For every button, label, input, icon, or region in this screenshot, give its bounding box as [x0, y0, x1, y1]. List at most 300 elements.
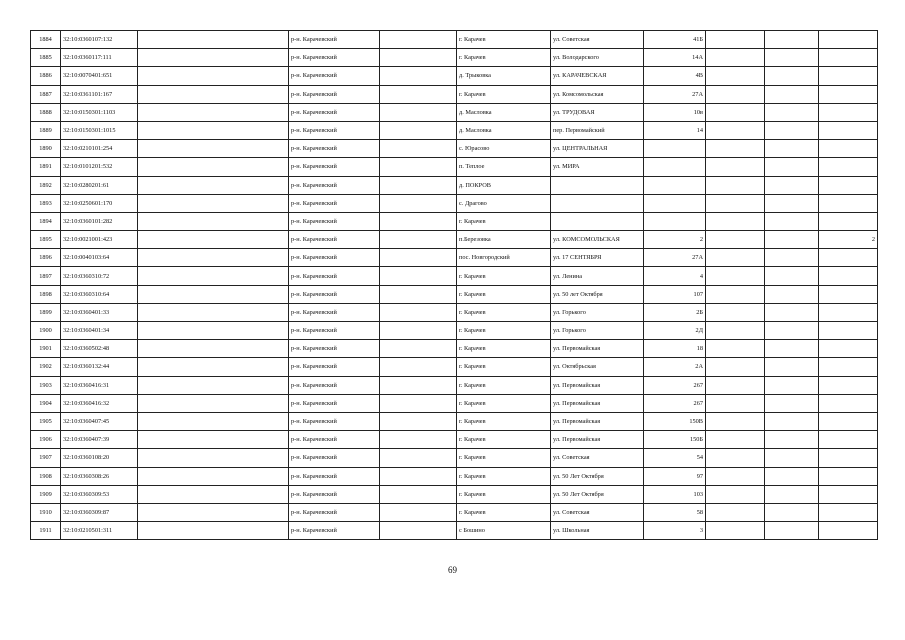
house-number-cell: 58: [644, 503, 706, 521]
house-number-cell: 27А: [644, 85, 706, 103]
quantity-cell: [819, 431, 878, 449]
street-cell: ул. Первомайская: [551, 431, 644, 449]
cadastral-number-cell: 32:10:0361101:167: [61, 85, 138, 103]
table-row: [31, 467, 878, 485]
row-number-cell: 1884: [31, 31, 61, 49]
row-number-cell: 1886: [31, 67, 61, 85]
empty-col-cell: [138, 140, 289, 158]
quantity-cell: [819, 376, 878, 394]
empty-col-cell: [765, 303, 819, 321]
cadastral-number-cell: 32:10:0360401:34: [61, 322, 138, 340]
house-number-cell: 3: [644, 522, 706, 540]
empty-col-cell: [706, 85, 765, 103]
table-row: [31, 358, 878, 376]
empty-col-cell: [138, 67, 289, 85]
empty-col-cell: [138, 249, 289, 267]
quantity-cell: [819, 194, 878, 212]
empty-col-cell: [706, 158, 765, 176]
quantity-cell: [819, 103, 878, 121]
district-cell: р-н. Карачевский: [289, 194, 380, 212]
table-row: [31, 176, 878, 194]
settlement-cell: пос. Новгородский: [457, 249, 551, 267]
district-cell: р-н. Карачевский: [289, 31, 380, 49]
quantity-cell: [819, 85, 878, 103]
district-cell: р-н. Карачевский: [289, 176, 380, 194]
house-number-cell: 103: [644, 485, 706, 503]
empty-col-cell: [765, 212, 819, 230]
empty-col-cell: [138, 194, 289, 212]
empty-col-cell: [380, 231, 457, 249]
empty-col-cell: [706, 31, 765, 49]
district-cell: р-н. Карачевский: [289, 322, 380, 340]
cadastral-number-cell: 32:10:0280201:61: [61, 176, 138, 194]
cadastral-number-cell: 32:10:0360309:87: [61, 503, 138, 521]
empty-col-cell: [706, 303, 765, 321]
table-row: [31, 376, 878, 394]
empty-col-cell: [765, 394, 819, 412]
settlement-cell: г. Карачев: [457, 340, 551, 358]
table-row: [31, 231, 878, 249]
quantity-cell: [819, 285, 878, 303]
street-cell: ул. Школьная: [551, 522, 644, 540]
row-number-cell: 1890: [31, 140, 61, 158]
district-cell: р-н. Карачевский: [289, 522, 380, 540]
settlement-cell: г. Карачев: [457, 267, 551, 285]
empty-col-cell: [380, 322, 457, 340]
register-sheet: [30, 30, 877, 540]
house-number-cell: [644, 176, 706, 194]
house-number-cell: 150Б: [644, 431, 706, 449]
row-number-cell: 1901: [31, 340, 61, 358]
quantity-cell: [819, 467, 878, 485]
district-cell: р-н. Карачевский: [289, 485, 380, 503]
quantity-cell: [819, 176, 878, 194]
empty-col-cell: [765, 103, 819, 121]
empty-col-cell: [765, 485, 819, 503]
district-cell: р-н. Карачевский: [289, 231, 380, 249]
empty-col-cell: [765, 449, 819, 467]
empty-col-cell: [706, 49, 765, 67]
settlement-cell: д. Масловка: [457, 103, 551, 121]
district-cell: р-н. Карачевский: [289, 267, 380, 285]
district-cell: р-н. Карачевский: [289, 49, 380, 67]
street-cell: [551, 176, 644, 194]
table-row: [31, 303, 878, 321]
street-cell: ул. 50 Лет Октября: [551, 467, 644, 485]
empty-col-cell: [765, 176, 819, 194]
district-cell: р-н. Карачевский: [289, 340, 380, 358]
quantity-cell: 2: [819, 231, 878, 249]
cadastral-number-cell: 32:10:0150301:1103: [61, 103, 138, 121]
empty-col-cell: [138, 340, 289, 358]
row-number-cell: 1909: [31, 485, 61, 503]
empty-col-cell: [765, 158, 819, 176]
street-cell: ул. КАРАЧЕВСКАЯ: [551, 67, 644, 85]
cadastral-number-cell: 32:10:0360308:26: [61, 467, 138, 485]
row-number-cell: 1896: [31, 249, 61, 267]
house-number-cell: [644, 140, 706, 158]
empty-col-cell: [380, 522, 457, 540]
house-number-cell: 4В: [644, 67, 706, 85]
empty-col-cell: [380, 376, 457, 394]
quantity-cell: [819, 412, 878, 430]
cadastral-number-cell: 32:10:0360310:72: [61, 267, 138, 285]
street-cell: [551, 194, 644, 212]
empty-col-cell: [138, 158, 289, 176]
settlement-cell: г. Карачев: [457, 85, 551, 103]
row-number-cell: 1911: [31, 522, 61, 540]
empty-col-cell: [380, 121, 457, 139]
empty-col-cell: [380, 194, 457, 212]
row-number-cell: 1900: [31, 322, 61, 340]
empty-col-cell: [706, 231, 765, 249]
empty-col-cell: [380, 249, 457, 267]
row-number-cell: 1892: [31, 176, 61, 194]
empty-col-cell: [138, 376, 289, 394]
empty-col-cell: [765, 67, 819, 85]
row-number-cell: 1898: [31, 285, 61, 303]
street-cell: ул. Советская: [551, 31, 644, 49]
table-row: [31, 121, 878, 139]
row-number-cell: 1905: [31, 412, 61, 430]
table-row: [31, 194, 878, 212]
settlement-cell: п.Березовка: [457, 231, 551, 249]
street-cell: ул. 17 СЕНТЯБРЯ: [551, 249, 644, 267]
street-cell: ул. КОМСОМОЛЬСКАЯ: [551, 231, 644, 249]
quantity-cell: [819, 267, 878, 285]
cadastral-number-cell: 32:10:0360107:132: [61, 31, 138, 49]
house-number-cell: 150В: [644, 412, 706, 430]
empty-col-cell: [765, 376, 819, 394]
quantity-cell: [819, 358, 878, 376]
empty-col-cell: [380, 412, 457, 430]
empty-col-cell: [380, 340, 457, 358]
empty-col-cell: [380, 431, 457, 449]
district-cell: р-н. Карачевский: [289, 467, 380, 485]
street-cell: ул. Комсомольская: [551, 85, 644, 103]
table-row: [31, 140, 878, 158]
empty-col-cell: [138, 522, 289, 540]
quantity-cell: [819, 340, 878, 358]
district-cell: р-н. Карачевский: [289, 358, 380, 376]
quantity-cell: [819, 249, 878, 267]
empty-col-cell: [138, 449, 289, 467]
house-number-cell: [644, 212, 706, 230]
empty-col-cell: [706, 485, 765, 503]
house-number-cell: 10в: [644, 103, 706, 121]
empty-col-cell: [765, 285, 819, 303]
quantity-cell: [819, 322, 878, 340]
empty-col-cell: [138, 431, 289, 449]
table-row: [31, 449, 878, 467]
street-cell: ул. Первомайская: [551, 340, 644, 358]
table-body: [31, 31, 878, 540]
cadastral-number-cell: 32:10:0101201:532: [61, 158, 138, 176]
empty-col-cell: [765, 249, 819, 267]
row-number-cell: 1902: [31, 358, 61, 376]
settlement-cell: г. Карачев: [457, 376, 551, 394]
empty-col-cell: [765, 412, 819, 430]
settlement-cell: г. Карачев: [457, 303, 551, 321]
table-row: [31, 431, 878, 449]
district-cell: р-н. Карачевский: [289, 85, 380, 103]
district-cell: р-н. Карачевский: [289, 503, 380, 521]
empty-col-cell: [138, 212, 289, 230]
street-cell: ул. Октябрьская: [551, 358, 644, 376]
cadastral-number-cell: 32:10:0360132:44: [61, 358, 138, 376]
empty-col-cell: [380, 49, 457, 67]
quantity-cell: [819, 140, 878, 158]
settlement-cell: г. Карачев: [457, 394, 551, 412]
street-cell: пер. Первомайский: [551, 121, 644, 139]
row-number-cell: 1895: [31, 231, 61, 249]
quantity-cell: [819, 158, 878, 176]
row-number-cell: 1910: [31, 503, 61, 521]
table-row: [31, 212, 878, 230]
house-number-cell: 267: [644, 376, 706, 394]
empty-col-cell: [380, 303, 457, 321]
cadastral-number-cell: 32:10:0360309:53: [61, 485, 138, 503]
street-cell: ул. 50 лет Октября: [551, 285, 644, 303]
settlement-cell: г. Карачев: [457, 412, 551, 430]
settlement-cell: с. Юрасово: [457, 140, 551, 158]
empty-col-cell: [380, 140, 457, 158]
settlement-cell: г. Карачев: [457, 285, 551, 303]
street-cell: ул. ЦЕНТРАЛЬНАЯ: [551, 140, 644, 158]
empty-col-cell: [138, 103, 289, 121]
empty-col-cell: [706, 194, 765, 212]
district-cell: р-н. Карачевский: [289, 394, 380, 412]
house-number-cell: 2Д: [644, 322, 706, 340]
empty-col-cell: [706, 267, 765, 285]
empty-col-cell: [380, 103, 457, 121]
street-cell: ул. 50 Лет Октября: [551, 485, 644, 503]
house-number-cell: 54: [644, 449, 706, 467]
district-cell: р-н. Карачевский: [289, 158, 380, 176]
empty-col-cell: [380, 67, 457, 85]
table-row: [31, 412, 878, 430]
empty-col-cell: [765, 467, 819, 485]
empty-col-cell: [765, 85, 819, 103]
empty-col-cell: [765, 322, 819, 340]
empty-col-cell: [138, 176, 289, 194]
empty-col-cell: [380, 449, 457, 467]
row-number-cell: 1894: [31, 212, 61, 230]
row-number-cell: 1888: [31, 103, 61, 121]
district-cell: р-н. Карачевский: [289, 140, 380, 158]
empty-col-cell: [706, 394, 765, 412]
quantity-cell: [819, 121, 878, 139]
street-cell: [551, 212, 644, 230]
table-row: [31, 49, 878, 67]
house-number-cell: [644, 158, 706, 176]
quantity-cell: [819, 449, 878, 467]
house-number-cell: 2А: [644, 358, 706, 376]
row-number-cell: 1885: [31, 49, 61, 67]
district-cell: р-н. Карачевский: [289, 249, 380, 267]
empty-col-cell: [138, 267, 289, 285]
empty-col-cell: [706, 449, 765, 467]
empty-col-cell: [706, 322, 765, 340]
street-cell: ул. Советская: [551, 449, 644, 467]
empty-col-cell: [765, 49, 819, 67]
row-number-cell: 1899: [31, 303, 61, 321]
quantity-cell: [819, 485, 878, 503]
quantity-cell: [819, 67, 878, 85]
row-number-cell: 1887: [31, 85, 61, 103]
empty-col-cell: [138, 49, 289, 67]
empty-col-cell: [765, 267, 819, 285]
empty-col-cell: [706, 140, 765, 158]
empty-col-cell: [380, 158, 457, 176]
settlement-cell: д. Трыковка: [457, 67, 551, 85]
settlement-cell: г. Карачев: [457, 49, 551, 67]
cadastral-number-cell: 32:10:0360416:32: [61, 394, 138, 412]
quantity-cell: [819, 212, 878, 230]
cadastral-number-cell: 32:10:0360502:48: [61, 340, 138, 358]
house-number-cell: 14: [644, 121, 706, 139]
table-row: [31, 322, 878, 340]
house-number-cell: 27А: [644, 249, 706, 267]
street-cell: ул. Володарского: [551, 49, 644, 67]
cadastral-number-cell: 32:10:0360101:282: [61, 212, 138, 230]
settlement-cell: д. ПОКРОВ: [457, 176, 551, 194]
property-register-table: [30, 30, 878, 540]
settlement-cell: п. Теплое: [457, 158, 551, 176]
district-cell: р-н. Карачевский: [289, 376, 380, 394]
empty-col-cell: [380, 503, 457, 521]
house-number-cell: [644, 194, 706, 212]
empty-col-cell: [138, 394, 289, 412]
empty-col-cell: [380, 358, 457, 376]
cadastral-number-cell: 32:10:0040103:64: [61, 249, 138, 267]
empty-col-cell: [380, 485, 457, 503]
street-cell: ул. ТРУДОВАЯ: [551, 103, 644, 121]
empty-col-cell: [380, 467, 457, 485]
table-row: [31, 394, 878, 412]
row-number-cell: 1903: [31, 376, 61, 394]
table-row: [31, 340, 878, 358]
empty-col-cell: [765, 140, 819, 158]
street-cell: ул. Горького: [551, 322, 644, 340]
house-number-cell: 2: [644, 231, 706, 249]
street-cell: ул. Первомайская: [551, 394, 644, 412]
row-number-cell: 1889: [31, 121, 61, 139]
empty-col-cell: [706, 249, 765, 267]
quantity-cell: [819, 394, 878, 412]
settlement-cell: г. Карачев: [457, 431, 551, 449]
table-row: [31, 67, 878, 85]
row-number-cell: 1897: [31, 267, 61, 285]
cadastral-number-cell: 32:10:0360117:111: [61, 49, 138, 67]
row-number-cell: 1891: [31, 158, 61, 176]
district-cell: р-н. Карачевский: [289, 285, 380, 303]
row-number-cell: 1907: [31, 449, 61, 467]
house-number-cell: 14А: [644, 49, 706, 67]
cadastral-number-cell: 32:10:0360310:64: [61, 285, 138, 303]
quantity-cell: [819, 522, 878, 540]
empty-col-cell: [765, 431, 819, 449]
empty-col-cell: [706, 212, 765, 230]
row-number-cell: 1904: [31, 394, 61, 412]
street-cell: ул. МИРА: [551, 158, 644, 176]
cadastral-number-cell: 32:10:0070401:651: [61, 67, 138, 85]
quantity-cell: [819, 49, 878, 67]
empty-col-cell: [138, 285, 289, 303]
cadastral-number-cell: 32:10:0021001:423: [61, 231, 138, 249]
table-row: [31, 249, 878, 267]
settlement-cell: с. Драгово: [457, 194, 551, 212]
empty-col-cell: [380, 212, 457, 230]
empty-col-cell: [706, 358, 765, 376]
empty-col-cell: [138, 322, 289, 340]
empty-col-cell: [138, 467, 289, 485]
empty-col-cell: [765, 503, 819, 521]
cadastral-number-cell: 32:10:0210101:254: [61, 140, 138, 158]
empty-col-cell: [706, 376, 765, 394]
table-row: [31, 85, 878, 103]
empty-col-cell: [765, 194, 819, 212]
empty-col-cell: [138, 31, 289, 49]
district-cell: р-н. Карачевский: [289, 303, 380, 321]
table-row: [31, 31, 878, 49]
empty-col-cell: [706, 522, 765, 540]
house-number-cell: 18: [644, 340, 706, 358]
settlement-cell: г. Карачев: [457, 485, 551, 503]
row-number-cell: 1908: [31, 467, 61, 485]
empty-col-cell: [138, 485, 289, 503]
empty-col-cell: [706, 467, 765, 485]
house-number-cell: 267: [644, 394, 706, 412]
settlement-cell: г. Карачев: [457, 322, 551, 340]
empty-col-cell: [765, 522, 819, 540]
street-cell: ул. Первомайская: [551, 412, 644, 430]
house-number-cell: 97: [644, 467, 706, 485]
cadastral-number-cell: 32:10:0360108:20: [61, 449, 138, 467]
empty-col-cell: [706, 176, 765, 194]
cadastral-number-cell: 32:10:0360416:31: [61, 376, 138, 394]
house-number-cell: 107: [644, 285, 706, 303]
empty-col-cell: [765, 340, 819, 358]
district-cell: р-н. Карачевский: [289, 449, 380, 467]
empty-col-cell: [138, 231, 289, 249]
quantity-cell: [819, 303, 878, 321]
empty-col-cell: [138, 503, 289, 521]
district-cell: р-н. Карачевский: [289, 67, 380, 85]
cadastral-number-cell: 32:10:0250601:170: [61, 194, 138, 212]
district-cell: р-н. Карачевский: [289, 103, 380, 121]
settlement-cell: г. Карачев: [457, 449, 551, 467]
settlement-cell: с Бошино: [457, 522, 551, 540]
empty-col-cell: [765, 231, 819, 249]
empty-col-cell: [138, 303, 289, 321]
cadastral-number-cell: 32:10:0360407:45: [61, 412, 138, 430]
house-number-cell: 2Б: [644, 303, 706, 321]
quantity-cell: [819, 31, 878, 49]
empty-col-cell: [138, 358, 289, 376]
empty-col-cell: [765, 31, 819, 49]
empty-col-cell: [706, 431, 765, 449]
table-row: [31, 158, 878, 176]
empty-col-cell: [380, 85, 457, 103]
empty-col-cell: [706, 340, 765, 358]
empty-col-cell: [380, 267, 457, 285]
empty-col-cell: [380, 176, 457, 194]
settlement-cell: г. Карачев: [457, 503, 551, 521]
cadastral-number-cell: 32:10:0360407:39: [61, 431, 138, 449]
street-cell: ул. Советская: [551, 503, 644, 521]
row-number-cell: 1906: [31, 431, 61, 449]
